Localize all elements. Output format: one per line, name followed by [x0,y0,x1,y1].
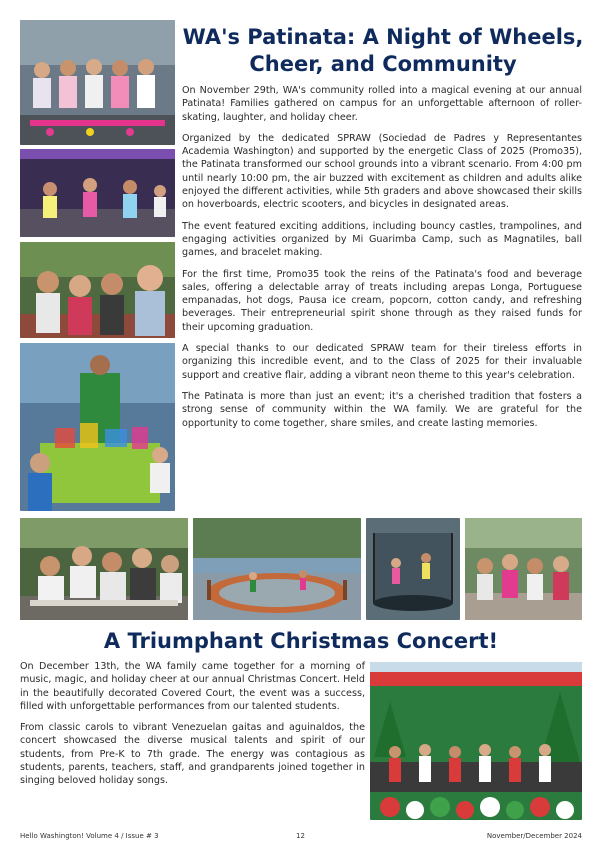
paragraph: Organized by the dedicated SPRAW (Sociedad de Padres y Representantes Academia Washington) and supported by the energetic Class of 2025 (Promo35), the Patinata transformed our school grounds into a vibrant scenario. From 4:00 pm until nearly 10:00 pm, the air buzzed with excitement as children and adults alike enjoyed the different activities, while 5th graders and above showcased their skills on hoverboards, electric scooters, and bicycles in designated areas. [182,132,582,211]
title-line-2: Cheer, and Community [249,52,517,76]
footer-publication: Hello Washington! Volume 4 / Issue # 3 [20,832,159,840]
paragraph: For the first time, Promo35 took the reins of the Patinata's food and beverage sales, offering a delectable array of treats including arepas Longa, Portuguese empanadas, hot dogs, Pausa ice cream, popcorn, cotton candy, and refreshing beverages. Their entrepreneurial spirit shone through as they raised funds for their upcoming graduation. [182,268,582,333]
article-body-christmas [20,660,365,796]
title-line-1: WA's Patinata: A Night of Wheels, [182,25,584,49]
paragraph: A special thanks to our dedicated SPRAW team for their tireless efforts in organizing this incredible event, and to the Class of 2025 for their invaluable support and creative flair, adding a vibrant neon theme to this year's celebration. [182,343,582,381]
paragraph: The event featured exciting additions, including bouncy castles, trampolines, and engaging activities organized by Mi Guarimba Camp, such as Magnatiles, ball games, and bracelet making. [182,220,582,259]
paragraph: On December 13th, the WA family came together for a morning of music, magic, and holiday cheer at our annual Christmas Concert. Held in the beautifully decorated Covered Court, the event was a success, filled with unforgettable performances from our talented students. [20,661,365,712]
photo-table-group [20,518,188,620]
paragraph: The Patinata is more than just an event; it's a cherished tradition that fosters a strong sense of community within the WA family. We are grateful for the opportunity to come together, share smiles, and create lasting memories. [182,390,582,429]
footer-page-number: 12 [296,832,305,840]
photo-kids-outdoors [465,518,582,620]
article-title-patinata [182,24,584,78]
photo-children-skates [20,20,175,145]
article-body-patinata [182,84,582,438]
footer-date: November/December 2024 [486,832,582,840]
article-title-christmas: A Triumphant Christmas Concert! [103,629,499,653]
photo-bouncy-ring [193,518,361,620]
photo-magnatiles-activity [20,343,175,511]
paragraph: On November 29th, WA's community rolled into a magical evening at our annual Patinata! Families gathered on campus for an unforgettable afternoon of roller-skating, laughter, and holiday cheer. [182,85,582,123]
photo-neon-skating [20,149,175,237]
paragraph: From classic carols to vibrant Venezuelan gaitas and aguinaldos, the concert showcased the diverse musical talents and spirit of our students, from Pre-K to 7th grade. The energy was contagious as students, parents, teachers, staff, and grandparents joined together in singing beloved holiday songs. [20,722,365,787]
photo-family-group [20,242,175,338]
photo-trampoline [366,518,460,620]
photo-christmas-concert [370,662,582,820]
